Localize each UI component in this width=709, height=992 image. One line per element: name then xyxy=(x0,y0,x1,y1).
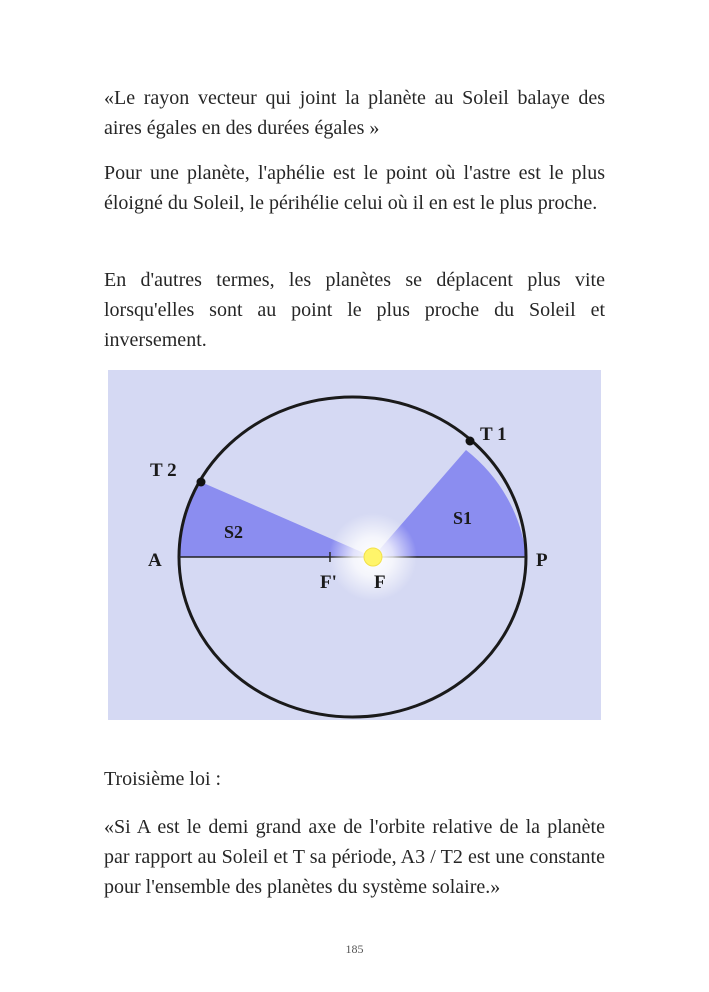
label-aphelion: A xyxy=(148,550,162,571)
kepler-second-law-quote: «Le rayon vecteur qui joint la planète au Soleil balaye des aires égales en des durées égales » xyxy=(104,87,605,139)
page-number: 185 xyxy=(345,942,364,956)
label-area-s2: S2 xyxy=(224,522,244,542)
sun xyxy=(364,548,382,566)
planet-t2 xyxy=(197,478,206,487)
label-area-s1: S1 xyxy=(453,508,473,528)
aphelion-definition: Pour une planète, l'aphélie est le point où l'astre est le plus éloigné du Soleil, le périhélie celui où il en est le plus proche. xyxy=(104,162,605,214)
planet-t1 xyxy=(466,437,475,446)
label-focus-sun: F xyxy=(374,572,386,593)
label-t1: T 1 xyxy=(480,424,507,445)
label-t2: T 2 xyxy=(150,460,177,481)
label-focus-empty: F' xyxy=(320,572,337,593)
speed-explanation: En d'autres termes, les planètes se déplacent plus vite lorsqu'elles sont au point le plus proche du Soleil et inversement. xyxy=(104,269,605,351)
label-perihelion: P xyxy=(536,550,548,571)
third-law-heading: Troisième loi : xyxy=(104,768,222,790)
kepler-orbit-diagram xyxy=(108,370,601,720)
kepler-third-law-quote: «Si A est le demi grand axe de l'orbite relative de la planète par rapport au Soleil et T sa période, A3 / T2 est une constante pour l'ensemble des planètes du système solaire.» xyxy=(104,816,605,898)
